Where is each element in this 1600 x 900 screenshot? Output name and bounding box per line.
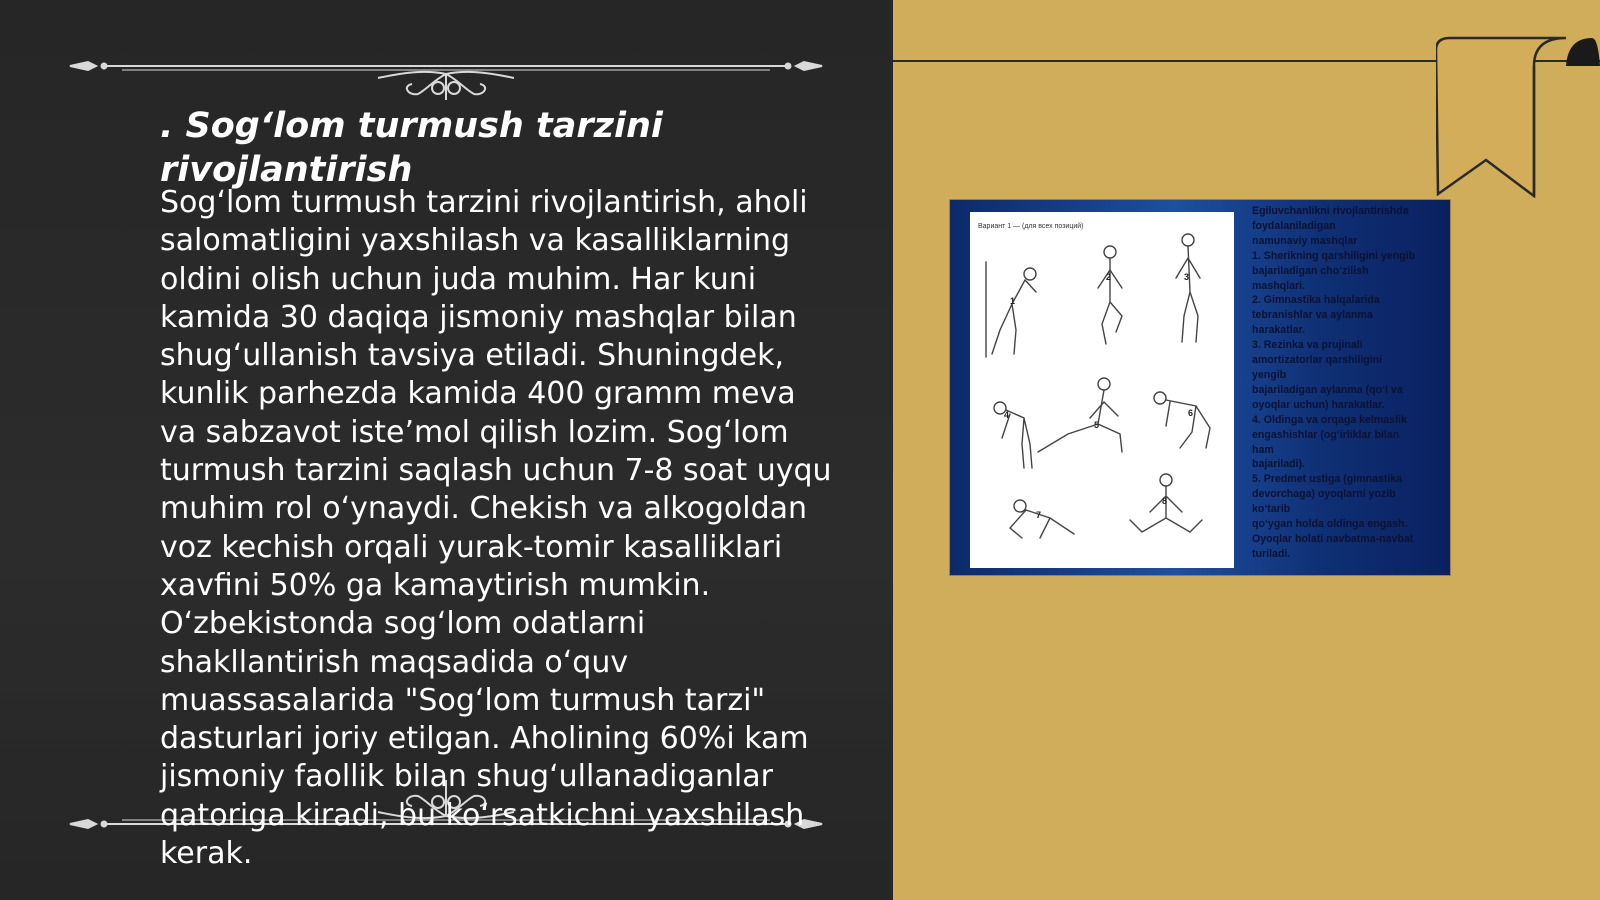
exercise-figure-4 — [994, 402, 1032, 468]
caption-line: mashqlari. — [1252, 279, 1305, 292]
exercise-figure-7 — [1010, 500, 1074, 538]
exercise-number: 5 — [1094, 420, 1100, 430]
top-ornament-divider — [66, 40, 826, 100]
caption-line: bajariladigan aylanma (qo‘l va — [1252, 383, 1403, 396]
caption-line: bajariladigan cho‘zilish — [1252, 264, 1369, 277]
caption-line: harakatlar. — [1252, 324, 1306, 337]
exercise-number: 3 — [1184, 272, 1190, 282]
caption-line: yengib — [1252, 368, 1287, 381]
caption-line: tebranishlar va aylanma — [1252, 309, 1373, 322]
exercise-number: 1 — [1010, 296, 1016, 306]
caption-line: Egiluvchanlikni rivojlantirishda — [1252, 205, 1409, 217]
exercise-figure-5 — [1038, 378, 1122, 452]
caption-line: 1. Sherikning qarshiligini yengib — [1252, 249, 1416, 262]
caption-line: amortizatorlar qarshiligini — [1252, 354, 1383, 367]
caption-line: Oyoqlar holati navbatma-navbat — [1252, 532, 1414, 545]
caption-line: 2. Gimnastika halqalarida — [1252, 294, 1380, 307]
caption-line: 3. Rezinka va prujinali — [1252, 339, 1363, 352]
caption-line: qo‘ygan holda oldinga engash. — [1252, 518, 1408, 531]
caption-line: 4. Oldinga va orqaga kelmaslik — [1252, 413, 1407, 426]
exercise-figure-6 — [1154, 392, 1210, 448]
caption-line: namunaviy mashqlar — [1252, 234, 1358, 247]
exercise-figure-3 — [1176, 234, 1200, 342]
exercise-figure-1 — [986, 262, 1036, 357]
caption-line: foydalaniladigan — [1252, 219, 1336, 232]
exercise-number: 7 — [1036, 510, 1042, 520]
slide-body-text: Sog‘lom turmush tarzini rivojlantirish, aholi salomatligini yaxshilash va kasalliklarning oldini olish uchun juda muhim. Har kuni kamida 30 daqiqa jismoniy mashqlar bilan shug‘ullanish tavsiya etiladi. Shuningdek, kunlik parhezda kamida 400 gramm meva va sabzavot iste’mol qilish lozim. Sog‘lom turmush tarzini saqlash uchun 7-8 soat uyqu muhim rol o‘ynaydi. Chekish va alkogoldan voz kechish orqali yurak-tomir kasalliklari xavfini 50% ga kamaytirish mumkin. O‘zbekistonda sog‘lom odatlarni shakllantirish maqsadida o‘quv muassasalarida "Sog‘lom turmush tarzi" dasturlari joriy etilgan. Aholining 60%i kam jismoniy faollik bilan shug‘ullanadiganlar qatoriga kiradi, bu ko‘rsatkichni yaxshilash kerak. — [160, 185, 832, 872]
bookmark-ribbon-icon — [1436, 36, 1600, 198]
caption-line: ham — [1252, 443, 1274, 456]
exercise-number: 4 — [1004, 410, 1010, 420]
slide-title: . Sog‘lom turmush tarzini rivojlantirish — [160, 106, 663, 190]
exercise-illustration-sheet — [970, 212, 1234, 568]
caption-line: 5. Predmet ustiga (gimnastika — [1252, 473, 1403, 486]
caption-line: devorchaga) oyoqlarni yozib — [1252, 488, 1396, 501]
caption-line: bajariladi). — [1252, 458, 1305, 471]
caption-line: engashishlar (og‘irliklar bilan — [1252, 428, 1400, 441]
exercise-number: 6 — [1188, 408, 1194, 418]
sheet-heading: Вариант 1 — (для всех позиций) — [978, 223, 1084, 230]
caption-line: ko‘tarib — [1252, 503, 1291, 516]
exercise-number: 8 — [1162, 496, 1168, 506]
caption-line: oyoqlar uchun) harakatlar. — [1252, 398, 1385, 411]
exercise-caption — [1252, 204, 1446, 562]
flexibility-exercises-figure — [950, 200, 1450, 575]
exercise-figure-2 — [1098, 246, 1122, 344]
caption-line: turiladi. — [1252, 547, 1291, 560]
exercise-number: 2 — [1106, 272, 1112, 282]
